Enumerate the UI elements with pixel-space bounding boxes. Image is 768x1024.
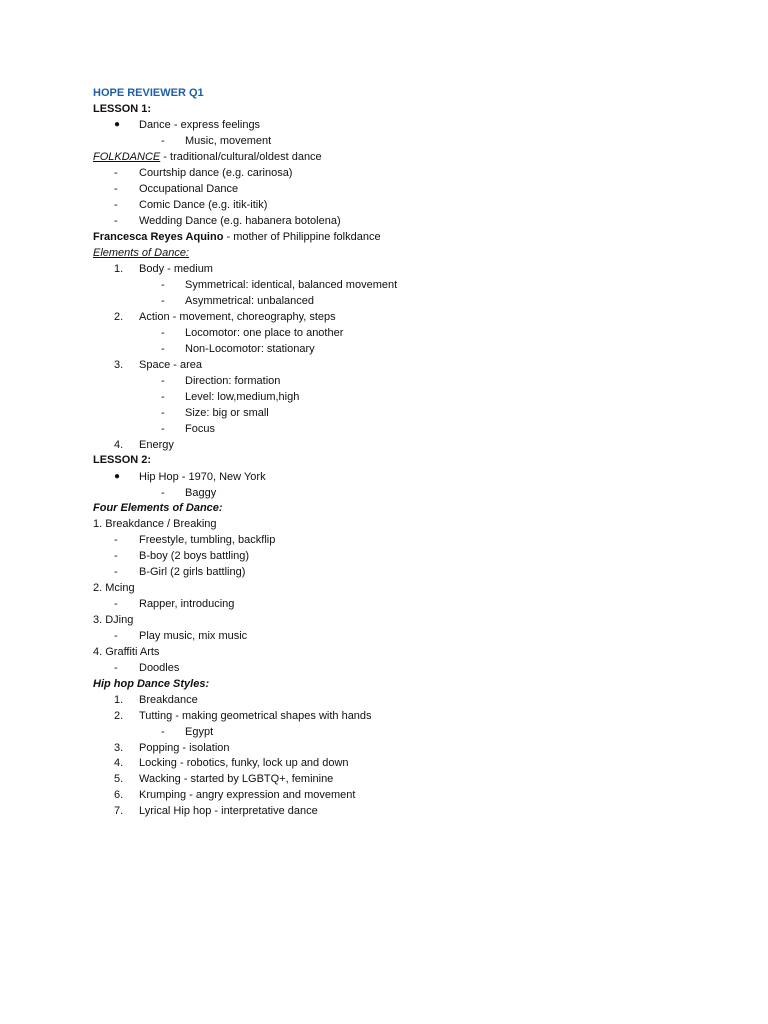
dash-marker: - <box>114 598 118 610</box>
element-number: 2. <box>114 311 124 323</box>
mother-rest: - mother of Philippine folkdance <box>223 231 381 243</box>
elements-heading: Elements of Dance: <box>93 247 189 259</box>
sub-item-text: Music, movement <box>185 135 272 147</box>
four-element-sub-text: Play music, mix music <box>139 630 248 642</box>
style-number: 2. <box>114 710 124 722</box>
four-element-label: 4. Graffiti Arts <box>93 646 160 658</box>
element-number: 3. <box>114 359 124 371</box>
folk-type-text: Courtship dance (e.g. carinosa) <box>139 167 293 179</box>
bullet-marker: ● <box>114 471 121 482</box>
folkdance-definition <box>93 149 322 165</box>
style-label: Lyrical Hip hop - interpretative dance <box>139 805 318 817</box>
dash-marker: - <box>161 327 165 339</box>
dash-marker: - <box>114 630 118 642</box>
dash-marker: - <box>161 343 165 355</box>
element-number: 1. <box>114 263 124 275</box>
lesson2-heading: LESSON 2: <box>93 454 152 466</box>
dash-marker: - <box>161 295 165 307</box>
dash-marker: - <box>161 135 165 147</box>
element-number: 4. <box>114 439 124 451</box>
element-sub-text: Symmetrical: identical, balanced movement <box>185 279 398 291</box>
style-label: Krumping - angry expression and movement <box>139 789 356 801</box>
element-sub-text: Size: big or small <box>185 407 269 419</box>
mother-name: Francesca Reyes Aquino <box>93 231 224 243</box>
dash-marker: - <box>161 375 165 387</box>
bullet-marker: ● <box>114 119 121 130</box>
style-number: 3. <box>114 742 124 754</box>
style-label: Tutting - making geometrical shapes with hands <box>139 710 372 722</box>
dash-marker: - <box>161 391 165 403</box>
element-sub-text: Focus <box>185 423 215 435</box>
dash-marker: - <box>114 215 118 227</box>
lesson1-heading: LESSON 1: <box>93 103 152 115</box>
folkdance-def: - traditional/cultural/oldest dance <box>160 151 322 163</box>
style-label: Wacking - started by LGBTQ+, feminine <box>139 773 334 785</box>
styles-heading: Hip hop Dance Styles: <box>93 678 210 690</box>
style-label: Locking - robotics, funky, lock up and down <box>139 757 349 769</box>
four-element-label: 2. Mcing <box>93 582 135 594</box>
dash-marker: - <box>114 550 118 562</box>
element-label: Energy <box>139 439 174 451</box>
dash-marker: - <box>161 407 165 419</box>
style-number: 1. <box>114 694 124 706</box>
bullet-text: Hip Hop - 1970, New York <box>139 471 266 483</box>
element-sub-text: Level: low,medium,high <box>185 391 300 403</box>
dash-marker: - <box>161 279 165 291</box>
element-sub-text: Asymmetrical: unbalanced <box>185 295 315 307</box>
element-label: Action - movement, choreography, steps <box>139 311 336 323</box>
four-element-sub-text: Rapper, introducing <box>139 598 235 610</box>
dash-marker: - <box>161 423 165 435</box>
dash-marker: - <box>161 726 165 738</box>
folk-type-text: Occupational Dance <box>139 183 239 195</box>
dash-marker: - <box>114 534 118 546</box>
element-sub-text: Non-Locomotor: stationary <box>185 343 315 355</box>
element-sub-text: Locomotor: one place to another <box>185 327 344 339</box>
style-number: 5. <box>114 773 124 785</box>
element-label: Space - area <box>139 359 202 371</box>
bullet-text: Dance - express feelings <box>139 119 261 131</box>
dash-marker: - <box>161 487 165 499</box>
folk-type-text: Comic Dance (e.g. itik-itik) <box>139 199 268 211</box>
element-sub-text: Direction: formation <box>185 375 281 387</box>
style-label: Breakdance <box>139 694 198 706</box>
dash-marker: - <box>114 199 118 211</box>
folkdance-mother <box>93 229 381 245</box>
dash-marker: - <box>114 167 118 179</box>
four-element-sub-text: B-boy (2 boys battling) <box>139 550 250 562</box>
dash-marker: - <box>114 183 118 195</box>
four-element-label: 3. DJing <box>93 614 134 626</box>
style-label: Popping - isolation <box>139 742 230 754</box>
four-elements-heading: Four Elements of Dance: <box>93 502 223 514</box>
style-number: 4. <box>114 757 124 769</box>
style-number: 6. <box>114 789 124 801</box>
folkdance-term: FOLKDANCE <box>93 151 161 163</box>
folk-type-text: Wedding Dance (e.g. habanera botolena) <box>139 215 341 227</box>
four-element-sub-text: Freestyle, tumbling, backflip <box>139 534 276 546</box>
element-label: Body - medium <box>139 263 213 275</box>
dash-marker: - <box>114 566 118 578</box>
four-element-sub-text: Doodles <box>139 662 180 674</box>
style-number: 7. <box>114 805 124 817</box>
sub-item-text: Baggy <box>185 487 217 499</box>
four-element-label: 1. Breakdance / Breaking <box>93 518 217 530</box>
four-element-sub-text: B-Girl (2 girls battling) <box>139 566 246 578</box>
document-title: HOPE REVIEWER Q1 <box>93 87 204 99</box>
style-sub-text: Egypt <box>185 726 214 738</box>
dash-marker: - <box>114 662 118 674</box>
